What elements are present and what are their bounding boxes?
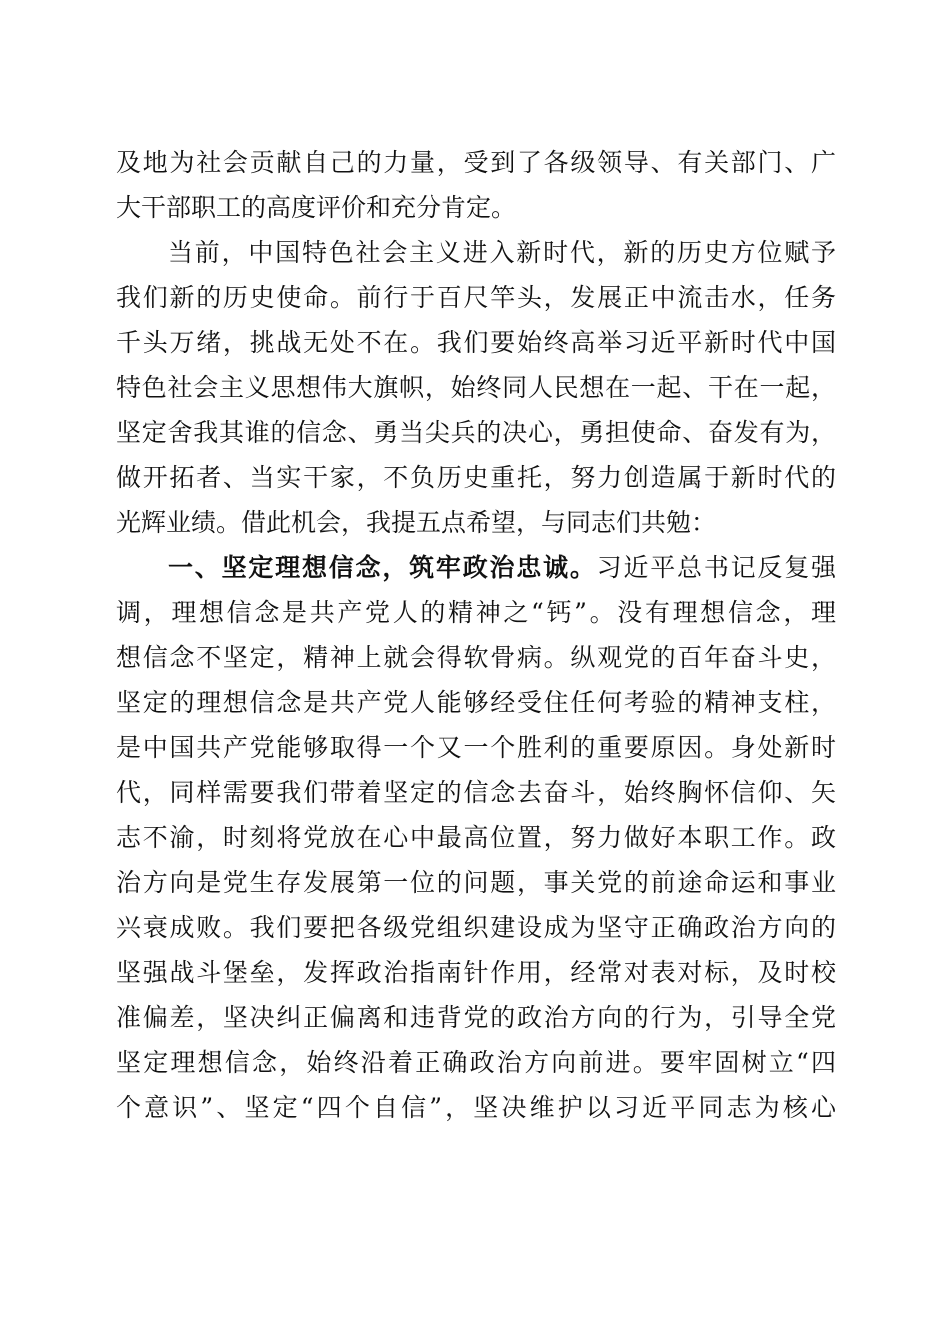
paragraph-1-line-2: 大干部职工的高度评价和充分肯定。 xyxy=(116,193,517,222)
body-text xyxy=(116,140,836,1130)
paragraph-3-line-13: 个意识”、坚定“四个自信”，坚决维护以习近平同志为核心 xyxy=(116,1093,836,1122)
paragraph-2-line-1: 当前，中国特色社会主义进入新时代，新的历史方位赋予 xyxy=(168,238,836,267)
paragraph-2-line-2: 我们新的历史使命。前行于百尺竿头，发展正中流击水，任务 xyxy=(116,283,836,312)
paragraph-3-line-4: 坚定的理想信念是共产党人能够经受住任何考验的精神支柱， xyxy=(116,688,836,717)
paragraph-3-line-12: 坚定理想信念，始终沿着正确政治方向前进。要牢固树立“四 xyxy=(116,1048,836,1077)
paragraph-3-line-11: 准偏差，坚决纠正偏离和违背党的政治方向的行为，引导全党 xyxy=(116,1003,836,1032)
paragraph-3-line-2: 调，理想信念是共产党人的精神之“钙”。没有理想信念，理 xyxy=(116,598,836,627)
paragraph-3-line-5: 是中国共产党能够取得一个又一个胜利的重要原因。身处新时 xyxy=(116,733,836,762)
paragraph-3-line-8: 治方向是党生存发展第一位的问题，事关党的前途命运和事业 xyxy=(116,868,836,897)
paragraph-3-line-6: 代，同样需要我们带着坚定的信念去奋斗，始终胸怀信仰、矢 xyxy=(116,778,836,807)
paragraph-3-line-9: 兴衰成败。我们要把各级党组织建设成为坚守正确政治方向的 xyxy=(116,913,836,942)
paragraph-2-line-3: 千头万绪，挑战无处不在。我们要始终高举习近平新时代中国 xyxy=(116,328,836,357)
paragraph-3-first-line-rest: 习近平总书记反复强 xyxy=(596,553,836,582)
paragraph-3-line-1 xyxy=(116,545,836,590)
paragraph-2-line-6: 做开拓者、当实干家，不负历史重托，努力创造属于新时代的 xyxy=(116,463,836,492)
section-heading: 一、坚定理想信念，筑牢政治忠诚。 xyxy=(168,553,597,582)
paragraph-3-line-7: 志不渝，时刻将党放在心中最高位置，努力做好本职工作。政 xyxy=(116,823,836,852)
paragraph-3-line-3: 想信念不坚定，精神上就会得软骨病。纵观党的百年奋斗史， xyxy=(116,643,836,672)
paragraph-2-line-4: 特色社会主义思想伟大旗帜，始终同人民想在一起、干在一起， xyxy=(116,373,836,402)
paragraph-2-line-5: 坚定舍我其谁的信念、勇当尖兵的决心，勇担使命、奋发有为， xyxy=(116,418,836,447)
paragraph-2-line-7: 光辉业绩。借此机会，我提五点希望，与同志们共勉： xyxy=(116,508,717,537)
paragraph-1-line-1: 及地为社会贡献自己的力量，受到了各级领导、有关部门、广 xyxy=(116,148,836,177)
paragraph-3-line-10: 坚强战斗堡垒，发挥政治指南针作用，经常对表对标，及时校 xyxy=(116,958,836,987)
